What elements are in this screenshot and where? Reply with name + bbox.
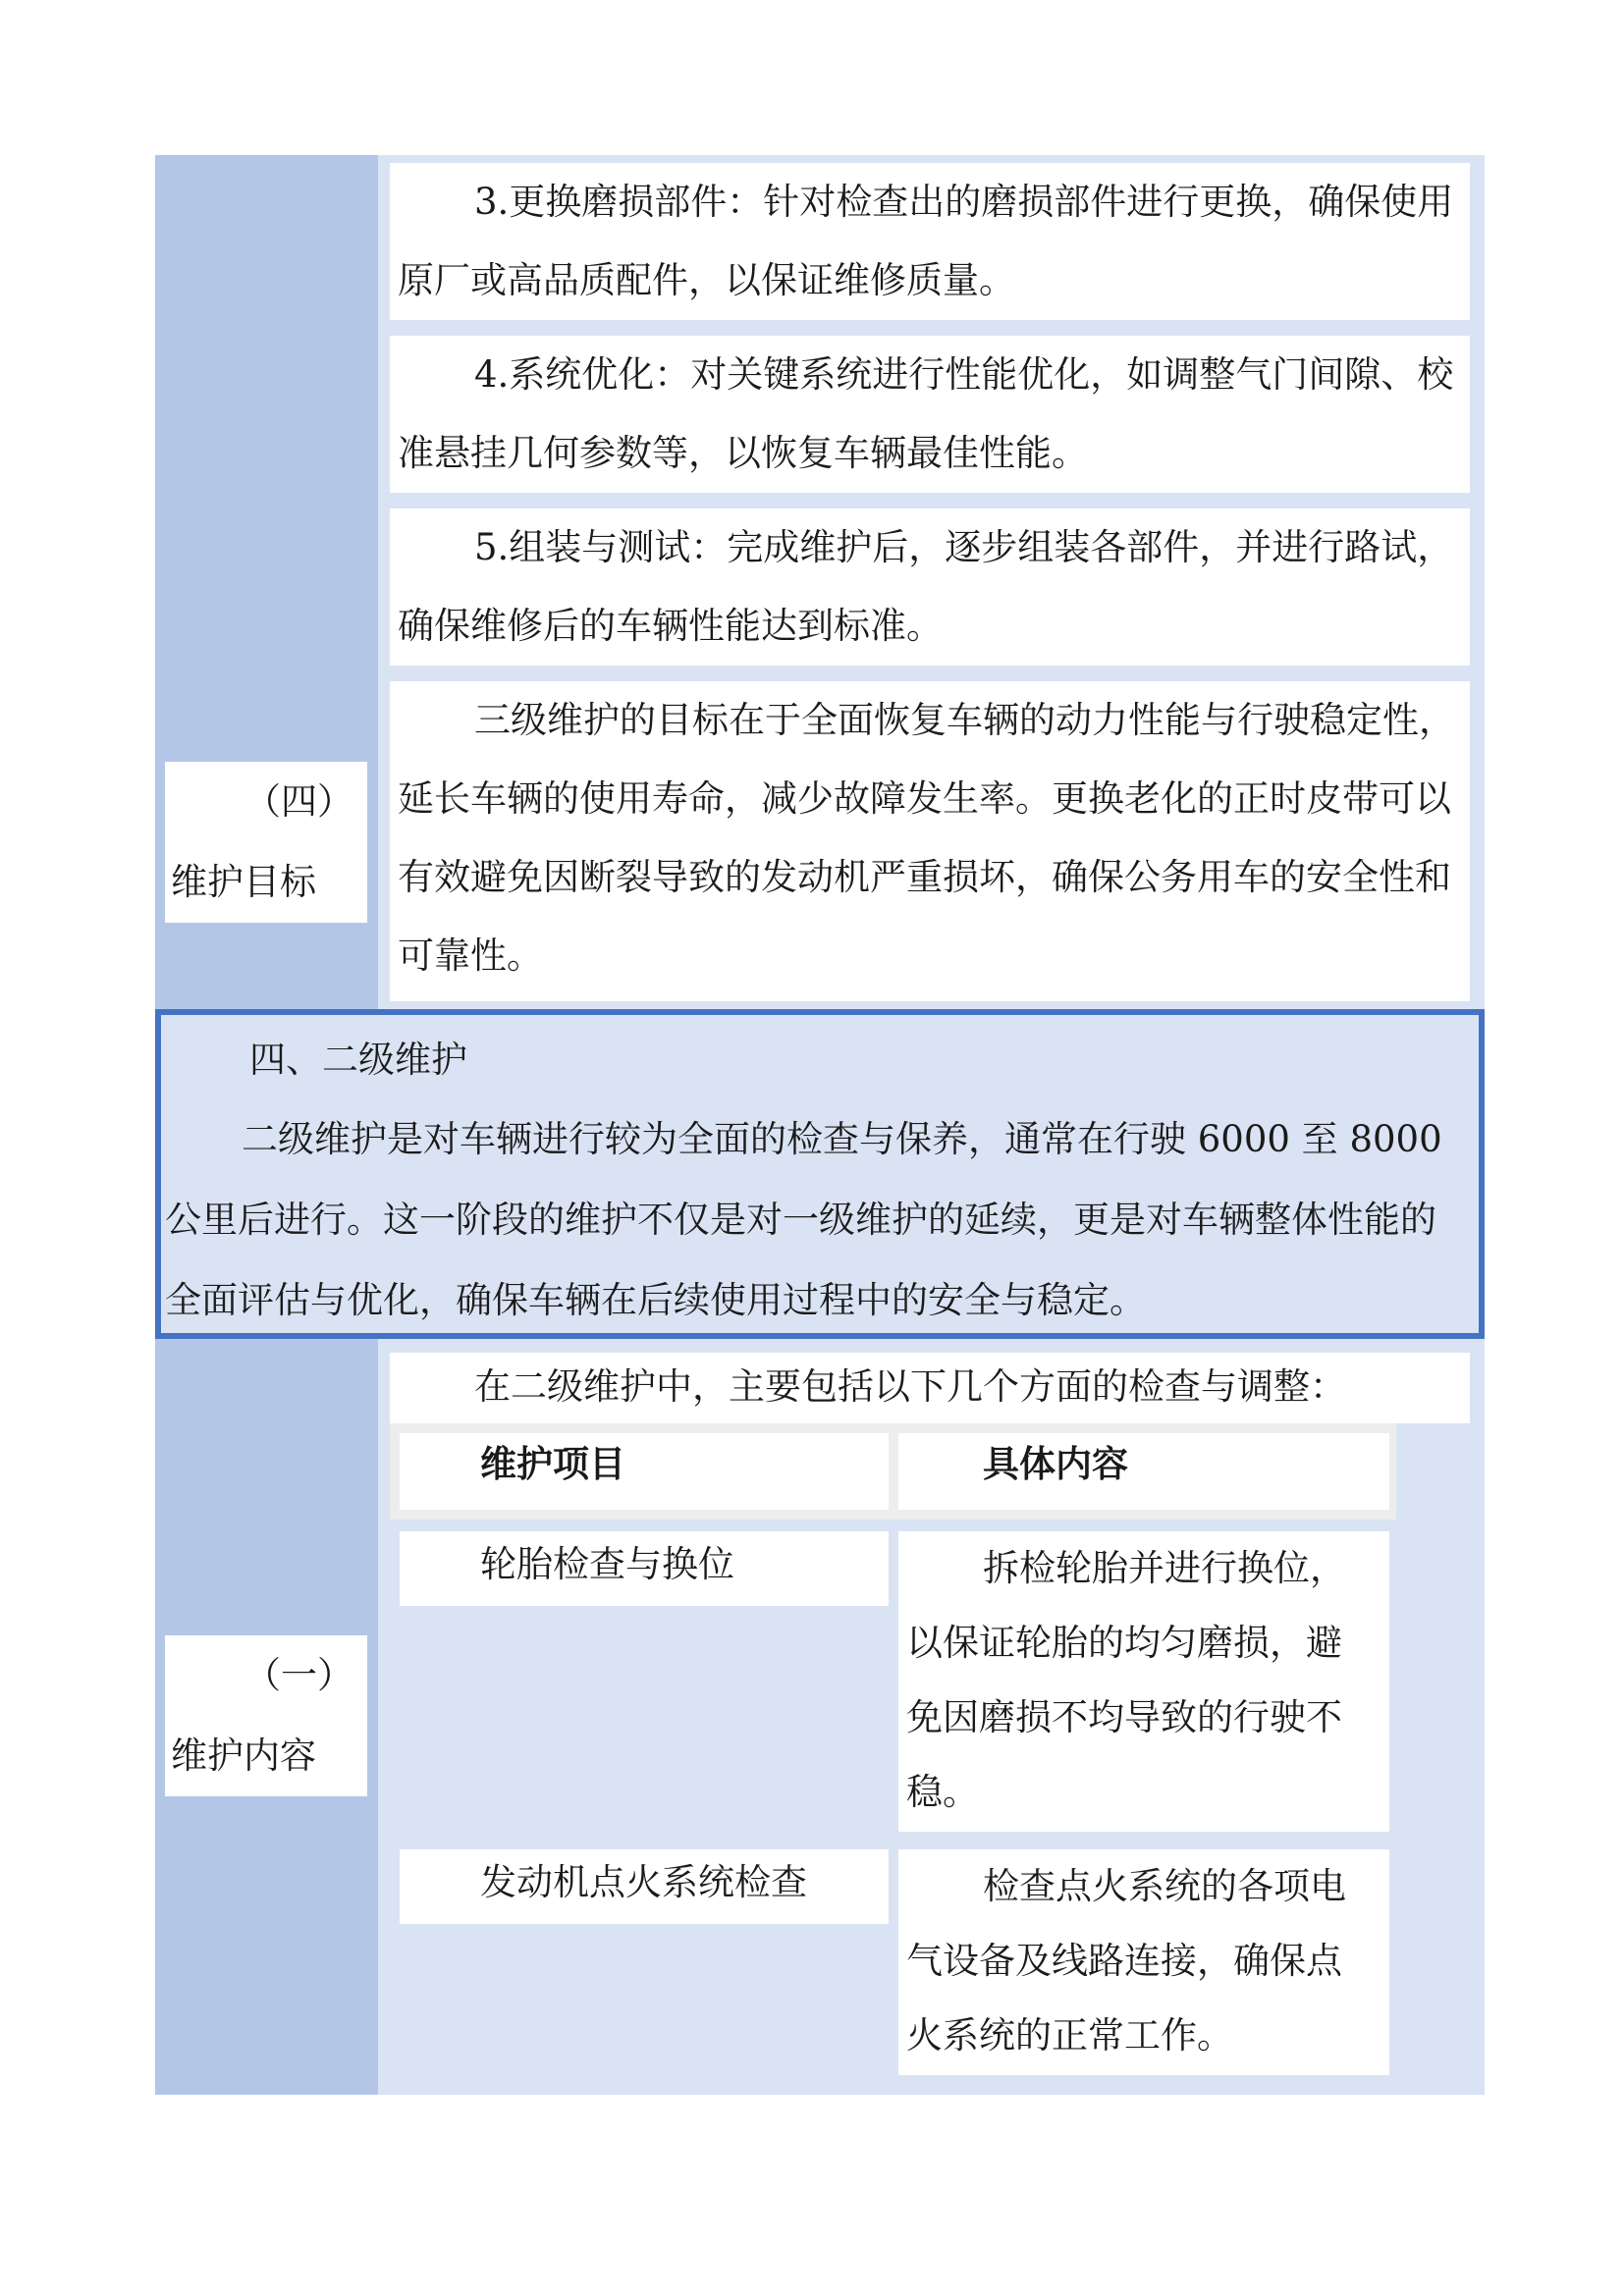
paragraph-goal: 三级维护的目标在于全面恢复车辆的动力性能与行驶稳定性，延长车辆的使用寿命，减少故障发生率。更换老化的正时皮带可以有效避免因断裂导致的发动机严重损坏，确保公务用车的安全性和可靠性。 (398, 699, 1455, 977)
label-cell-content (165, 1635, 367, 1796)
table-header-content (898, 1433, 1389, 1510)
label-cell-goal (165, 762, 367, 923)
section-box-level2 (155, 1009, 1485, 1339)
header-item-text: 维护项目 (480, 1443, 625, 1485)
paragraph-step4: 4.系统优化：对关键系统进行性能优化，如调整气门间隙、校准悬挂几何参数等，以恢复车辆最佳性能。 (398, 353, 1454, 474)
text-cell-step4 (390, 336, 1470, 493)
row2-content-text: 检查点火系统的各项电气设备及线路连接，确保点火系统的正常工作。 (906, 1865, 1346, 2056)
text-cell-step5 (390, 508, 1470, 666)
table-header-item (400, 1433, 889, 1510)
table-row-1-item (400, 1531, 889, 1606)
row1-item-text: 轮胎检查与换位 (480, 1543, 734, 1585)
section-heading: 四、二级维护 (249, 1039, 467, 1081)
label-goal-number: （四） (244, 780, 353, 823)
table-row-2-item (400, 1849, 889, 1924)
paragraph-lead: 在二级维护中，主要包括以下几个方面的检查与调整： (474, 1365, 1346, 1408)
section-intro: 二级维护是对车辆进行较为全面的检查与保养，通常在行驶 6000 至 8000 公里后进行。这一阶段的维护不仅是对一级维护的延续，更是对车辆整体性能的全面评估与优化，确保车辆在后续使用过程中的安全与稳定。 (165, 1118, 1442, 1321)
text-cell-lead (390, 1353, 1470, 1423)
label-content-text: 维护内容 (171, 1735, 316, 1777)
text-cell-goal (390, 681, 1470, 1001)
text-cell-step3 (390, 163, 1470, 320)
paragraph-step5: 5.组装与测试：完成维护后，逐步组装各部件，并进行路试，确保维修后的车辆性能达到标准。 (398, 526, 1454, 647)
header-content-text: 具体内容 (983, 1443, 1128, 1485)
row2-item-text: 发动机点火系统检查 (480, 1861, 807, 1903)
table-row-1-content (898, 1531, 1389, 1832)
paragraph-step3: 3.更换磨损部件：针对检查出的磨损部件进行更换，确保使用原厂或高品质配件，以保证维修质量。 (398, 181, 1454, 301)
row1-content-text: 拆检轮胎并进行换位，以保证轮胎的均匀磨损，避免因磨损不均导致的行驶不稳。 (906, 1547, 1346, 1813)
table-row-2-content (898, 1849, 1389, 2075)
label-goal-text: 维护目标 (171, 861, 316, 903)
label-content-number: （一） (244, 1654, 353, 1696)
